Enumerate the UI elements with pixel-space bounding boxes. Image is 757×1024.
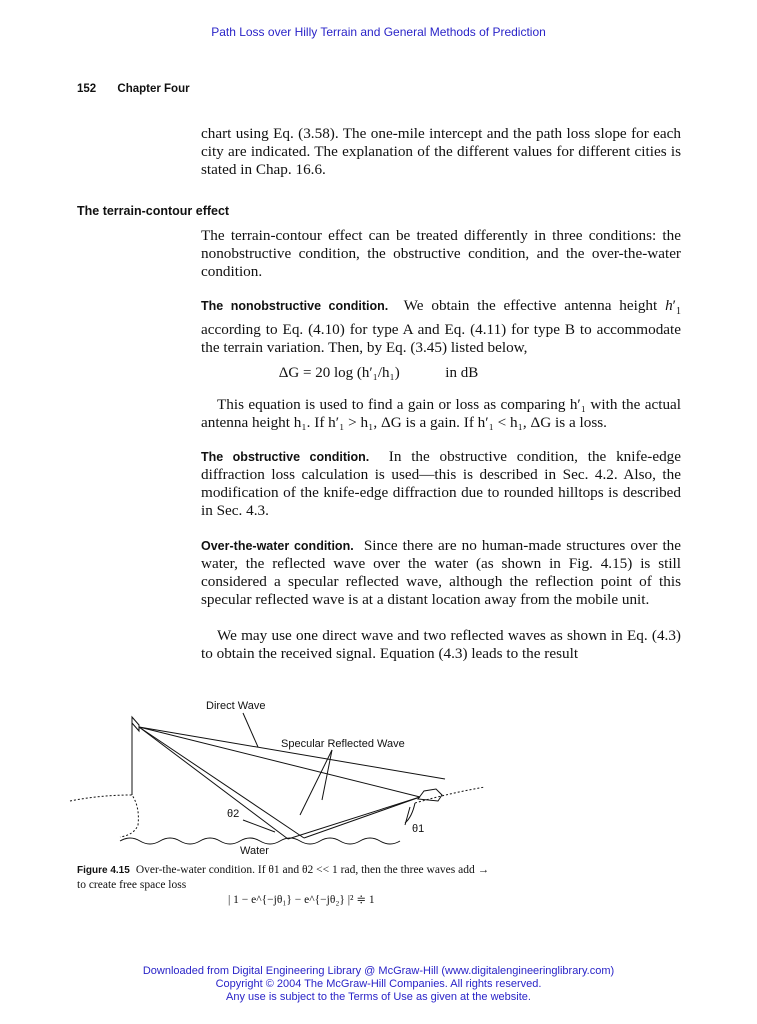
- over-water-text: Since there are no human-made structures over the water, the reflected wave over the water (as shown in Fig. 4.15) is still considered a specular reflected wave, although the reflection point of this specular reflected wave is at a distant location away from the mobile unit.: [201, 537, 681, 608]
- caption-text: Over-the-water condition. If θ1 and θ2 << 1 rad, then the three waves add → to create free space loss: [77, 864, 490, 891]
- obstructive-text: In the obstructive condition, the knife-edge diffraction loss calculation is used—this is described in Sec. 4.2. Also, the modification of the knife-edge diffraction due to rounded hilltops is described in Sec. 4.3.: [201, 448, 682, 519]
- theta1-label: θ1: [412, 823, 425, 835]
- theta2-label: θ2: [227, 808, 240, 820]
- caption-label: Figure 4.15: [77, 865, 130, 876]
- vehicle-icon: [418, 789, 442, 801]
- caption-equation: | 1 − e^{−jθ₁} − e^{−jθ₂} |² ≑ 1: [228, 894, 375, 906]
- running-head: [77, 83, 190, 95]
- direct-wave-label: Direct Wave: [206, 700, 266, 712]
- obstructive-title: The obstructive condition.: [201, 450, 370, 464]
- section-heading: The terrain-contour effect: [77, 204, 230, 218]
- direct-wave-paragraph: We may use one direct wave and two reflected waves as shown in Eq. (4.3) to obtain the received signal. Equation (4.3) leads to the result: [201, 627, 681, 662]
- over-water-diagram: [60, 695, 500, 865]
- nonobstructive-title: The nonobstructive condition.: [201, 299, 389, 313]
- upper-ray: [139, 727, 445, 779]
- reflected-ray-1-out: [288, 797, 420, 839]
- right-shore: [415, 787, 485, 803]
- over-water-paragraph: [201, 537, 681, 609]
- running-title-link[interactable]: Path Loss over Hilly Terrain and General Methods of Prediction: [211, 25, 546, 39]
- delta-g-equation: [0, 365, 757, 382]
- page-number: 152: [77, 83, 97, 95]
- chapter-label: Chapter Four: [117, 83, 190, 95]
- over-water-title: Over-the-water condition.: [201, 539, 354, 553]
- specular-arrow-1: [300, 750, 332, 815]
- figure-caption: [77, 863, 497, 892]
- water-label: Water: [240, 845, 269, 857]
- intro-paragraph: chart using Eq. (3.58). The one-mile intercept and the path loss slope for each city are indicated. The explanation of the different values for different cities is stated in Chap. 16.6.: [201, 125, 681, 178]
- footer-terms[interactable]: Any use is subject to the Terms of Use as given at the website.: [226, 991, 531, 1003]
- reflected-ray-2-out: [304, 797, 420, 838]
- nonobstructive-text-a: We obtain the effective antenna height: [403, 297, 658, 314]
- footer: [0, 965, 757, 1004]
- reflected-ray-2-in: [139, 727, 304, 838]
- footer-download-link[interactable]: Downloaded from Digital Engineering Library @ McGraw-Hill (www.digitalengineeringlibrary.com): [142, 965, 615, 977]
- nonobstructive-text-b: according to Eq. (4.10) for type A and Eq. (4.11) for type B to accommodate the terrain variation. Then, by Eq. (3.45) listed below,: [201, 321, 681, 357]
- specular-wave-label: Specular Reflected Wave: [281, 738, 405, 750]
- obstructive-paragraph: [201, 448, 681, 520]
- theta1-arrow: [405, 807, 410, 825]
- left-shore: [70, 795, 138, 837]
- water-surface: [120, 838, 400, 844]
- figure-4-15: [60, 695, 500, 865]
- direct-wave-arrow: [243, 713, 258, 747]
- section-intro-paragraph: The terrain-contour effect can be treated differently in three conditions: the nonobstructive condition, the obstructive condition, and the over-the-water condition.: [201, 227, 681, 280]
- equation-unit: in dB: [445, 365, 479, 381]
- footer-copyright[interactable]: Copyright © 2004 The McGraw-Hill Companies. All rights reserved.: [215, 978, 542, 990]
- reflected-ray-1-in: [139, 727, 288, 839]
- antenna-icon: [132, 717, 139, 731]
- equation-expression: ΔG = 20 log (h′₁/h₁): [278, 365, 400, 381]
- nonobstructive-paragraph: The nonobstructive condition. We obtain the effective antenna height $h'_1$ according to Eq. (4.10) for type A and Eq. (4.11) for type B to accommodate the terrain variation. Then, by Eq. (3.45) listed below,: [201, 297, 681, 357]
- gain-loss-paragraph: This equation is used to find a gain or loss as comparing h′₁ with the actual antenna height h₁. If h′₁ > h₁, ΔG is a gain. If h′₁ < h₁, ΔG is a loss.: [201, 396, 681, 431]
